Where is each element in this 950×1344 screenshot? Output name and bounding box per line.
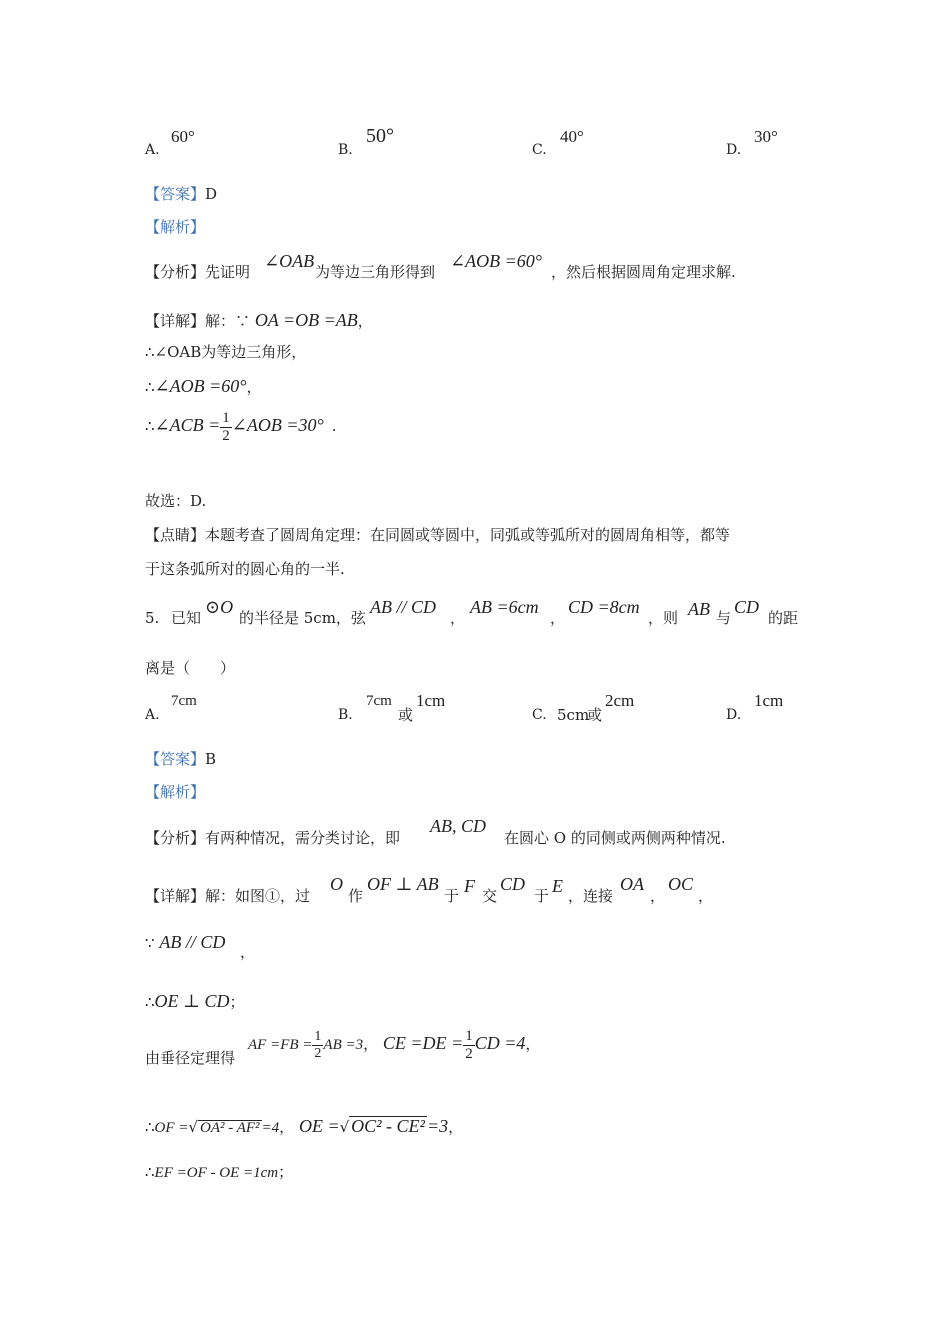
question-text: ，则 (648, 609, 679, 627)
option-a-label: A. (145, 142, 160, 158)
fenxi-triangle: ∠OAB (264, 251, 315, 271)
equation: OE = (298, 1116, 340, 1136)
point-o: O (330, 874, 343, 894)
detail-text: 交 (482, 887, 498, 905)
detail-text: 作 (348, 887, 364, 905)
detail-text: 于 (444, 887, 460, 905)
detail-equation: OA =OB =AB (254, 310, 358, 330)
analysis-tag: 【解析】 (145, 783, 206, 801)
option-a-value: 60° (171, 127, 195, 146)
dianjing-tag: 【点睛】 (145, 526, 206, 544)
ab-length: AB =6cm (470, 597, 539, 617)
equation: =3 (426, 1116, 449, 1136)
question-number: 5. (145, 609, 160, 627)
circle-o: ⊙O (205, 597, 234, 617)
equation: AB // CD (159, 932, 226, 952)
fenxi-tag: 【分析】 (145, 263, 206, 281)
option-b-label: B. (338, 142, 353, 158)
equation: ∠AOB =30° (231, 415, 324, 435)
step-line: ∴∠OAB为等边三角形， (145, 343, 307, 361)
numerator: 1 (222, 410, 230, 426)
segment-cd: CD (500, 874, 526, 894)
step-text: 由垂径定理得 (145, 1049, 236, 1067)
punct: ， (650, 887, 666, 905)
answer-tag: 【答案】 (145, 750, 206, 768)
answer-line (145, 752, 216, 767)
option-d-label: D. (726, 707, 742, 723)
fenxi-line (145, 265, 250, 280)
cd-label: CD (734, 597, 760, 617)
option-a-label: A. (145, 707, 160, 723)
question-text: 的距 (768, 609, 799, 627)
punct: ， (698, 887, 714, 905)
parallel-expr: AB // CD (370, 597, 436, 617)
because-sign: ∵ (145, 934, 155, 952)
segment-oc: OC (668, 874, 694, 894)
analysis-tag: 【解析】 (145, 218, 206, 236)
step-line (145, 1116, 463, 1136)
fenxi-angle: ∠AOB =60° (450, 251, 542, 271)
therefore-sign: ∴ (145, 1118, 155, 1136)
option-d-value: 30° (754, 127, 778, 146)
fraction (220, 410, 232, 444)
therefore-sign: ∴ (145, 1163, 155, 1181)
step-math (248, 1028, 540, 1062)
detail-line (145, 311, 373, 329)
ab-label: AB (688, 599, 710, 619)
option-c-label: C. (532, 142, 547, 158)
fenxi-segments: AB, CD (430, 816, 486, 836)
answer-value: D (205, 185, 218, 203)
equation: AB =3 (323, 1037, 364, 1053)
numerator: 1 (314, 1029, 322, 1045)
fraction (312, 1029, 323, 1061)
denominator: 2 (222, 427, 230, 444)
question-text: 与 (716, 609, 732, 627)
answer-tag: 【答案】 (145, 185, 206, 203)
detail-tag: 【详解】 (145, 887, 206, 905)
sqrt-sign: √ (339, 1118, 350, 1136)
equation: CE =DE = (382, 1033, 464, 1053)
cd-length: CD =8cm (568, 597, 640, 617)
step-line (145, 410, 336, 444)
punct: ； (278, 1163, 294, 1181)
option-c-value: 5cm (557, 706, 590, 724)
sqrt-sign: √ (188, 1118, 198, 1136)
question-text: 离是（ ） (145, 659, 236, 677)
equation: EF =OF - OE =1cm (154, 1165, 279, 1181)
detail-tag: 【详解】 (145, 312, 206, 330)
conclusion: 故选：D. (145, 492, 207, 510)
numerator: 1 (465, 1028, 473, 1044)
equation: OE ⊥ CD (154, 991, 230, 1011)
equation: ∠AOB =60° (154, 376, 247, 396)
option-b-label: B. (338, 707, 353, 723)
point-e: E (552, 876, 563, 896)
punct: ， (450, 609, 466, 627)
punct: . (331, 417, 337, 435)
punct: ， (525, 1035, 541, 1053)
punct: ， (279, 1118, 295, 1136)
step-line (145, 1165, 293, 1181)
fraction (463, 1028, 475, 1062)
fenxi-tag: 【分析】 (145, 829, 206, 847)
option-d-label: D. (726, 142, 742, 158)
step-line (145, 377, 261, 395)
equation: AF =FB = (248, 1037, 313, 1053)
option-d-value: 1cm (754, 691, 784, 710)
option-b-value: 50° (366, 125, 394, 147)
punct: ， (240, 943, 256, 961)
radicand: OA² - AF² (199, 1120, 260, 1136)
fenxi-text: 为等边三角形得到 (315, 263, 436, 281)
dianjing-text: 于这条弧所对的圆心角的一半. (145, 560, 345, 578)
or-word: 或 (587, 706, 603, 724)
therefore-sign: ∴ (145, 993, 155, 1011)
punct: ， (448, 1118, 464, 1136)
punct: ， (246, 378, 262, 396)
punct: ， (550, 609, 566, 627)
option-c-label: C. (532, 707, 547, 723)
punct: ； (229, 993, 245, 1011)
detail-text: 于 (534, 887, 550, 905)
equation: =4 (261, 1120, 280, 1136)
detail-text: 解：∵ (205, 312, 251, 330)
punct: ， (357, 312, 373, 330)
question-text: 的半径是 5cm，弦 (239, 609, 366, 627)
point-f: F (464, 876, 475, 896)
option-c-value: 40° (560, 127, 584, 146)
step-line (145, 992, 245, 1010)
fenxi-text: ，然后根据圆周角定理求解. (551, 263, 736, 281)
therefore-sign: ∴ (145, 378, 155, 396)
answer-line (145, 187, 217, 202)
option-b-value: 7cm (366, 693, 392, 709)
detail-line (145, 889, 310, 904)
denominator: 2 (465, 1045, 473, 1062)
fenxi-text: 先证明 (205, 263, 251, 281)
detail-text: ，连接 (568, 887, 614, 905)
segment-oa: OA (620, 874, 644, 894)
step-line (145, 933, 225, 951)
answer-value: B (205, 750, 217, 768)
equation: ∠ACB = (154, 415, 221, 435)
step-line (145, 1051, 235, 1066)
dianjing-text: 本题考查了圆周角定理：在同圆或等圆中，同弧或等弧所对的圆周角相等，都等 (205, 526, 731, 544)
punct: ， (363, 1035, 379, 1053)
dianjing-line (145, 528, 730, 543)
equation: CD =4 (474, 1033, 526, 1053)
equation: OF = (154, 1120, 189, 1136)
option-b-value: 1cm (416, 691, 446, 710)
option-c-value: 2cm (605, 691, 635, 710)
option-a-value: 7cm (171, 693, 197, 709)
fenxi-line (145, 831, 400, 846)
question-text: 已知 (171, 609, 202, 627)
fenxi-text: 在圆心 O 的同侧或两侧两种情况. (504, 829, 726, 847)
denominator: 2 (314, 1045, 322, 1061)
or-word: 或 (398, 706, 414, 724)
detail-text: 解：如图①，过 (205, 887, 311, 905)
fenxi-text: 有两种情况，需分类讨论，即 (205, 829, 401, 847)
radicand: OC² - CE² (351, 1116, 425, 1136)
therefore-sign: ∴ (145, 417, 155, 435)
perp-expr: OF ⊥ AB (367, 874, 439, 894)
